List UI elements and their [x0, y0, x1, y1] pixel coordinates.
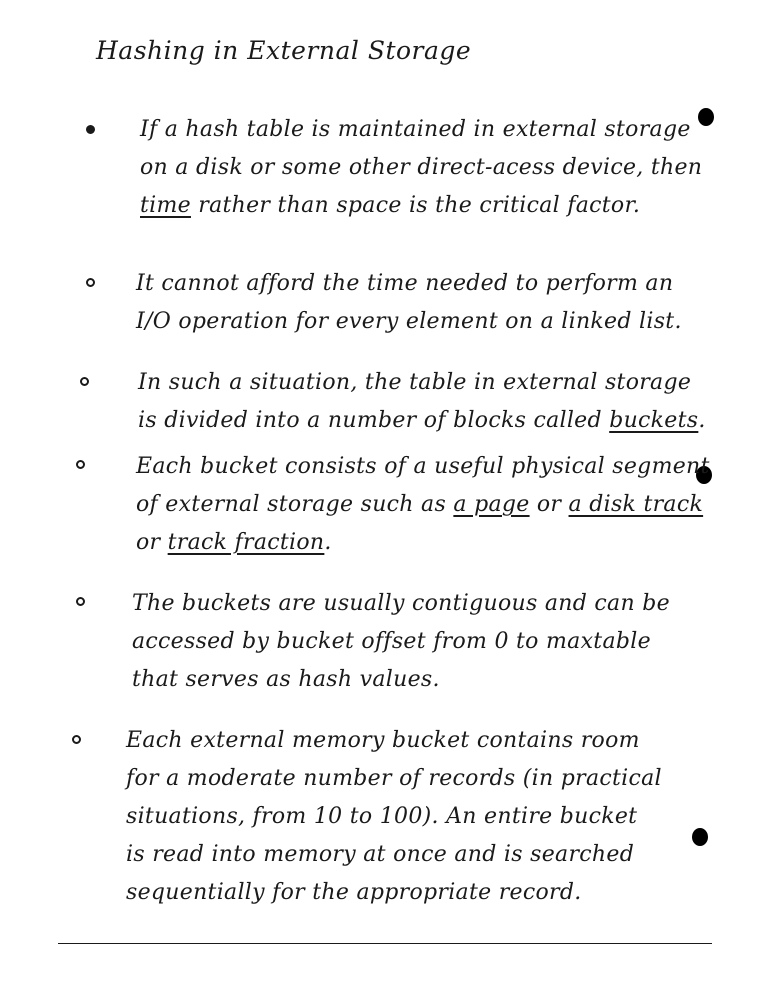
- underlined-term: a page: [453, 492, 530, 517]
- bullet-2: [86, 278, 95, 287]
- note-line: [136, 265, 682, 303]
- note-text: or: [136, 530, 168, 555]
- note-line: [140, 187, 702, 225]
- note-line: [132, 585, 670, 623]
- note-5: [132, 585, 670, 699]
- note-text: .: [324, 530, 332, 555]
- bullet-4: [76, 460, 85, 469]
- note-line: [126, 836, 662, 874]
- underlined-term: buckets: [609, 408, 699, 433]
- note-text: or: [529, 492, 569, 517]
- note-text: Each bucket consists of a useful physical segment: [136, 454, 710, 479]
- note-line: [126, 874, 662, 912]
- note-line: [136, 486, 710, 524]
- note-line: [126, 722, 662, 760]
- bullet-6: [72, 735, 81, 744]
- bottom-rule: [58, 943, 712, 944]
- bullet-3: [80, 377, 89, 386]
- underlined-term: time: [140, 193, 191, 218]
- note-text: sequentially for the appropriate record.: [126, 880, 582, 905]
- note-text: is read into memory at once and is searched: [126, 842, 635, 867]
- note-line: [140, 111, 702, 149]
- note-line: [138, 364, 706, 402]
- note-text: for a moderate number of records (in practical: [126, 766, 662, 791]
- note-text: .: [698, 408, 706, 433]
- note-line: [126, 760, 662, 798]
- note-line: [132, 623, 670, 661]
- note-line: [126, 798, 662, 836]
- underlined-term: a disk track: [568, 492, 704, 517]
- note-line: [140, 149, 702, 187]
- note-1: [140, 111, 702, 225]
- note-text: situations, from 10 to 100). An entire bucket: [126, 804, 638, 829]
- note-4: [136, 448, 710, 562]
- note-line: [136, 303, 682, 341]
- note-text: of external storage such as: [136, 492, 454, 517]
- note-6: [126, 722, 662, 912]
- page-title: Hashing in External Storage: [96, 36, 472, 65]
- note-text: is divided into a number of blocks called: [138, 408, 610, 433]
- note-text: The buckets are usually contiguous and can be: [132, 591, 670, 616]
- note-2: [136, 265, 682, 341]
- note-text: Each external memory bucket contains room: [126, 728, 640, 753]
- note-text: I/O operation for every element on a linked list.: [136, 309, 682, 334]
- bullet-1: [86, 125, 95, 134]
- note-text: on a disk or some other direct-acess device, then: [140, 155, 703, 180]
- bullet-5: [76, 597, 85, 606]
- note-line: [136, 524, 710, 562]
- note-3: [138, 364, 706, 440]
- note-text: accessed by bucket offset from 0 to maxtable: [132, 629, 651, 654]
- note-text: rather than space is the critical factor.: [190, 193, 641, 218]
- punch-hole-bottom: [692, 828, 708, 846]
- note-line: [138, 402, 706, 440]
- note-line: [132, 661, 670, 699]
- note-text: In such a situation, the table in external storage: [138, 370, 692, 395]
- note-text: It cannot afford the time needed to perform an: [136, 271, 674, 296]
- note-text: that serves as hash values.: [132, 667, 440, 692]
- note-text: If a hash table is maintained in external storage: [140, 117, 691, 142]
- note-line: [136, 448, 710, 486]
- underlined-term: track fraction: [167, 530, 325, 555]
